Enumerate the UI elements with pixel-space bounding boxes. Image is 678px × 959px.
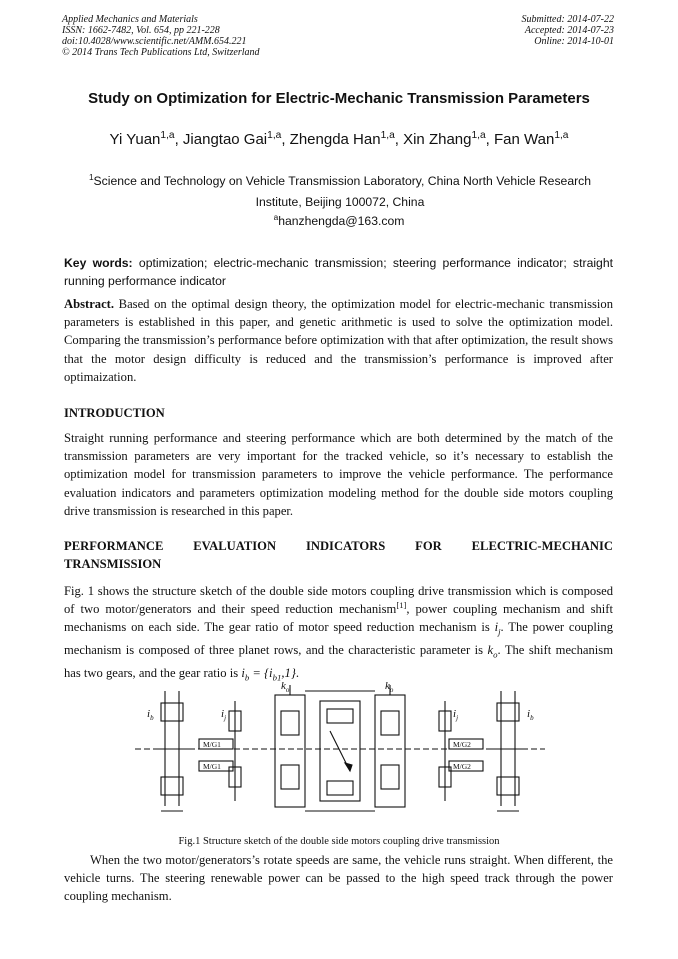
intro-heading: INTRODUCTION [64,406,165,420]
affiliation-line-1: Science and Technology on Vehicle Transmission Laboratory, China North Vehicle Research [93,174,592,188]
author-affil-sup: 1,a [267,130,282,141]
affiliation-sup: 1 [88,171,94,182]
affiliation [70,171,610,213]
fig-label-mg2: M/G2 [453,740,471,749]
email-sup: a [273,211,279,222]
author-name: Jiangtao Gai [182,131,268,148]
para-text: . [295,665,300,680]
symbol-ij: $i_j$ [494,620,501,637]
submitted-date: Submitted: 2014-07-22 [521,14,614,25]
author-name: Xin Zhang [403,131,472,148]
accepted-date: Accepted: 2014-07-23 [524,25,614,36]
author-name: Zhengda Han [289,131,381,148]
contact-email [0,211,678,228]
symbol-ib-equation: $i_b = \{i_{b1},1\}$ [241,665,296,683]
figure-caption: Fig.1 Structure sketch of the double side motors coupling drive transmission [178,836,500,847]
section2-paragraph-2: When the two motor/generators’s rotate speeds are same, the vehicle runs straight. When different, the vehicle turns. The steering renewable power can be passed to the high speed track through the power coupling mechanism. [64,853,613,904]
author-affil-sup: 1,a [554,130,569,141]
para-text: Fig. 1 shows the structure sketch of the double side motors coupling drive transmission which is composed of two motor/generators and their speed reduction mechanism [64,584,613,617]
fig-label-mg1: M/G1 [203,740,221,749]
abstract-label: Abstract. [64,297,115,311]
author-name: Yi Yuan [109,131,161,148]
author-affil-sup: 1,a [380,130,395,141]
author-affil-sup: 1,a [471,130,486,141]
keywords-label: Key words: [64,256,133,270]
author-affil-sup: 1,a [160,130,175,141]
para-text: . The shift mechanism has two gears, and the gear ratio is [64,643,613,680]
intro-text: Straight running performance and steering performance which are both determined by the match of the transmission parameters are very important for the tracked vehicle, so it’s necessary to establish the optimization model for transmission parameters to improve the vehicle performance. The performance evaluation indicators and parameters optimization modeling method for the double side motors coupling drive transmission is researched in this paper. [64,431,613,518]
author-list: Yi Yuan$^{1,a}$, Jiangtao Gai$^{1,a}$, Zhengda Han$^{1,a}$, Xin Zhang$^{1,a}$, Fan Wan$^{1,a}$ [109,130,569,148]
fig-label-ij-right: $i_j$ [453,708,459,722]
section-heading-line-2: TRANSMISSION [64,557,162,571]
para-text: . The power coupling mechanism is composed of three planet rows, and the characteristic parameter is [64,620,613,658]
author-name: Fan Wan [494,131,555,148]
fig-label-mg1: M/G1 [203,762,221,771]
structure-sketch-figure [135,681,545,821]
keywords [64,255,613,290]
fig-label-ib-left: $i_b$ [147,708,154,722]
fig-label-ko-left: $k_o$ [281,681,290,694]
copyright-line: © 2014 Trans Tech Publications Ltd, Switzerland [62,47,260,58]
citation-ref: [1] [396,600,407,611]
fig-label-ij-left: $i_j$ [221,708,227,722]
symbol-ko: $k_o$ [487,643,498,660]
submission-dates [522,14,615,47]
email-address: hanzhengda@163.com [278,214,405,228]
doi-line: doi:10.4028/www.scientific.net/AMM.654.221 [62,36,247,47]
affiliation-line-2: Institute, Beijing 100072, China [255,195,425,209]
paper-title: Study on Optimization for Electric-Mechanic Transmission Parameters [88,90,590,107]
issn-line: ISSN: 1662-7482, Vol. 654, pp 221-228 [62,25,220,36]
fig-label-mg2: M/G2 [453,762,471,771]
fig-label-ko-right: $k_o$ [385,681,394,694]
online-date: Online: 2014-10-01 [534,36,614,47]
fig-label-ib-right: $i_b$ [527,708,534,722]
abstract [64,295,613,386]
abstract-text: Based on the optimal design theory, the optimization model for electric-mechanic transmission parameters is established in this paper, and genetic arithmetic is used to solve the optimization model. Comparing the transmission’s performance before optimization with that after optimization, the result shows that the motor design difficulty is reduced and the transmission’s performance is improved after optimaization. [64,297,613,384]
section2-paragraph-1 [64,582,613,687]
para-text: , power coupling mechanism and shift mechanisms on each side. The gear ratio of motor speed reduction mechanism is [64,602,613,635]
section-heading-line-1: PERFORMANCE EVALUATION INDICATORS FOR ELECTRIC-MECHANIC [64,539,613,553]
keywords-text: optimization; electric-mechanic transmission; steering performance indicator; straight running performance indicator [64,256,613,288]
journal-info [62,14,260,58]
journal-name: Applied Mechanics and Materials [62,14,198,25]
